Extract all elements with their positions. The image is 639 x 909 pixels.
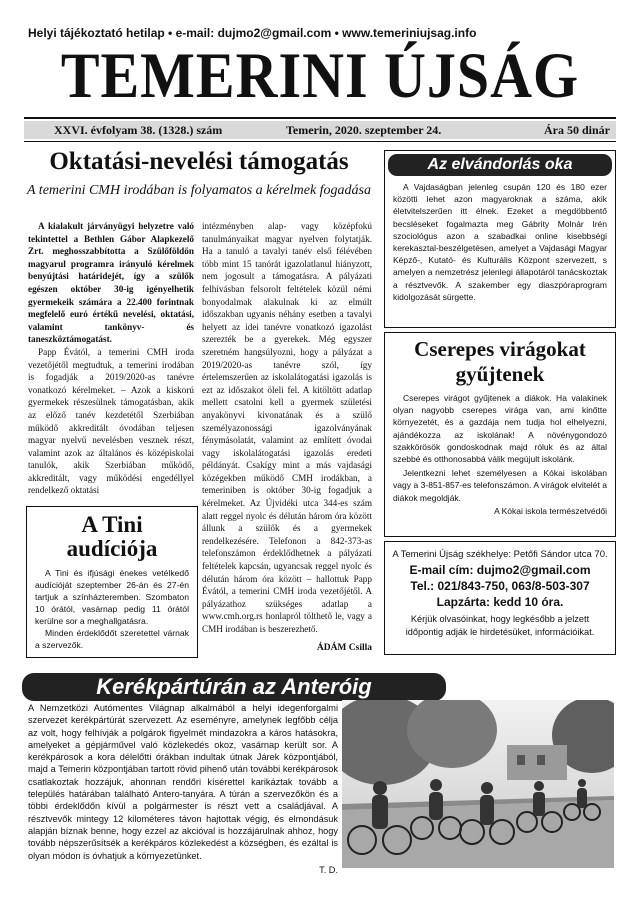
article-signature: ÁDÁM Csilla [316, 642, 372, 653]
contact-phone: Tel.: 021/843-750, 063/8-503-307 [410, 579, 590, 593]
elvandorlas-title: Az elvándorlás oka [388, 154, 612, 176]
paragraph: A kialakult járványügyi helyzetre való tekintettel a Bethlen Gábor Alapkezelő Zrt. meghosszabbította a Szülőföldön magyarul programra irányuló kérelmek benyújtási határidejét, így a szülők egészen október 30-ig igényelhetik gyermekeik számára a 22.400 forintnak megfelelő euró értékű nevelési, oktatási, valamint tankönyv- és taneszköztámogatást. [28, 221, 194, 345]
bike-article-body [28, 702, 338, 876]
main-article-col2 [202, 220, 372, 654]
bike-signature: T. D. [319, 864, 338, 875]
paragraph: Papp Évától, a temerini CMH iroda vezetőjétől megtudtuk, a temerini irodában is fogadják a 2019/2020-as tanévre vonatkozó kérelmeket. – Azok a kiskorú gyermekek részesülnek támogatásban, akik az előző tanév kezdetétől Szerbiában működő akkreditált óvodában teljesen magyar nyelvű nevelésben vesznek részt, valamint azok az általános és középiskolai tanulók, akik Szerbiában működő, akkreditált, vagy működési engedéllyel rendelkező oktatási [28, 346, 194, 496]
cserepes-signature: A Kókai iskola természetvédői [494, 505, 607, 516]
divider [24, 141, 616, 142]
tagline: Helyi tájékoztató hetilap • e-mail: dujmo2@gmail.com • www.temeriniujsag.info [28, 26, 477, 40]
tini-title-line1: A Tini [81, 512, 143, 537]
contact-email: E-mail cím: dujmo2@gmail.com [409, 563, 591, 577]
volume-info: XXVI. évfolyam 38. (1328.) szám [54, 123, 223, 137]
main-article-col1 [28, 220, 194, 497]
divider [24, 117, 616, 119]
elvandorlas-body [393, 181, 607, 303]
tini-title-line2: audíciója [66, 536, 158, 561]
paragraph: A Vajdaságban jelenleg csupán 120 és 180 ezer közötti lehet azon magyaroknak a száma, akik életvitelszerűen itt élnek. Ezeket a megdöbbentő becsléseket fogalmazta meg Gábrity Molnár Irén szociológus azon a szabadkai online kisebbségi kerekasztal-beszélgetésen, amelyet a Vajdasági Magyar Képző-, Kutató- és Kulturális Központ szervezett, s amelyen a nemzetrész jelenlegi állapotáról tanácskoztak a résztvevők. A szakember egy diaszpóraprogram kidolgozását sürgette. [393, 182, 607, 302]
cserepes-title-line2: gyűjtenek [455, 362, 545, 386]
elvandorlas-box [384, 150, 616, 328]
contact-note: Kérjük olvasóinkat, hogy legkésőbb a jelzett időpontig adják le hirdetésüket, információikat. [405, 614, 595, 637]
bike-article-title: Kerékpártúrán az Anteróig [22, 673, 446, 701]
contact-deadline: Lapzárta: kedd 10 óra. [436, 595, 564, 609]
tini-body [35, 567, 189, 651]
cyclists-photo [342, 700, 614, 868]
paragraph: Minden érdeklődőt szeretettel várnak a szervezők. [35, 628, 189, 650]
paragraph: Cserepes virágot gyűjtenek a diákok. Ha valakinek olyan nagyobb cserepes virága van, ami kinőtte környezetét, és a gazdája nem tudja hol elhelyezni, ajándékozza az iskolának! A növénygondozó szakkörösök gondoskodnak majd róluk és az által szebbé és otthonosabbá válik megújult iskolánk. [393, 393, 607, 465]
issue-date: Temerin, 2020. szeptember 24. [286, 123, 442, 137]
issue-price: Ára 50 dinár [544, 123, 610, 137]
main-article-title: Oktatási-nevelési támogatás [49, 148, 349, 175]
cserepes-box [384, 332, 616, 537]
paragraph: Jelentkezni lehet személyesen a Kókai iskolában vagy a 3-851-857-es telefonszámon. A virágok elvitelét a diákok megoldják. [393, 468, 607, 503]
contact-address: A Temerini Újság székhelye: Petőfi Sándor utca 70. [392, 549, 608, 560]
contact-box [384, 541, 616, 655]
cserepes-title-line1: Cserepes virágokat [414, 337, 586, 361]
issue-info-bar [24, 121, 616, 139]
paragraph: intézményben alap- vagy középfokú tanulmányaikat magyar nyelven folytatják. Ha a tanuló a tavalyi tanév első félévében több mint 15 tanórát igazolatlanul hiányzott, nem jogosult a támogatásra. A pályázati felhívásban felsorolt feltételek közül némi bonyodalmak alakulnak ki az elmúlt időszakban ugyanis néhány esetben a tavalyi helyett az idei tanévre vonatkozó igazolást szerezték be a gyerekek. Még egyszer szeretném hangsúlyozni, hogy a pályázat a 2019/2020-as tanévre szól, így értelemszerűen az iskolalátogatási igazolás is ezt az időszakot öleli fel. A kitöltött adatlap mellett csatolni kell a gyermek születési anyakönyvi kivonatának és a szülő személyazonossági igazolványának fénymásolatát, valamint az említett óvodai vagy iskolalátogatási igazolás eredeti példányát. Csakígy mint a más vajdasági közégekben működő CMH irodákban, a temeriniben is október 30-ig fogadjuk a kérelmeket. Az Újvidéki utca 344-es szám alatt reggel nyolc és délután három óra között állunk a szülők és a gyermekek rendelkezésére. Telefonon a 842-373-as telefonszámon érdeklődhetnek a pályázati feltételek kapcsán, ugyancsak reggel nyolc és délután három óra között – hallottuk Papp Évától, a temerini CMH iroda vezetőjétől. A pályázathoz szükséges adatlap a www.cmh.org.rs honlapról tölthető le, vagy a CMH irodában is beszerezhető. [202, 221, 372, 634]
masthead-title: TEMERINI ÚJSÁG [60, 38, 580, 112]
main-article-subtitle: A temerini CMH irodában is folyamatos a kérelmek fogadása [27, 183, 371, 198]
paragraph: A Tini és ifjúsági énekes vetélkedő audícióját szeptember 26-án és 27-én tartjuk a színházteremben. Szombaton 10 órától, vasárnap pedig 11 órától kerülne sor a meghallgatásra. [35, 568, 189, 626]
bike-tour-photo [342, 700, 614, 868]
cserepes-body [393, 392, 607, 517]
tini-box [26, 506, 198, 658]
paragraph: A Nemzetközi Autómentes Világnap alkalmából a helyi idegenforgalmi szervezet kerékpártúrát szervezett. Az eseményre, amelynek legfőbb célja az volt, hogy felhívják a polgárok figyelmét mindazokra a káros hatásokra, amelyeket a gépjárművel való közlekedés okoz, vasárnap került sor. A kerékpárosok a kora délelőtti órákban indultak útnak Járek központjából, majd a Temerin központjában tartott rövid pihenő után további kerékpárosok csatlakoztak hozzájuk, ahonnan rendőri kísérettel karikáztak tovább a település határában található Antero-tanyára. A túrán a szervezőkön és a többi érdeklődőn kívül a polgármester is részt vett a családjával. A résztvevők mintegy 12 kilométeres távon hajtottak végig, és elmondásuk alapján bíznak benne, hogy ezzel az akcióval is hozzájárulnak ahhoz, hogy tovább népszerűsítsék a kerékpáros közlekedést a községben, és ezáltal is olyan módon is óvhatjuk a környezetünket. [28, 703, 338, 861]
